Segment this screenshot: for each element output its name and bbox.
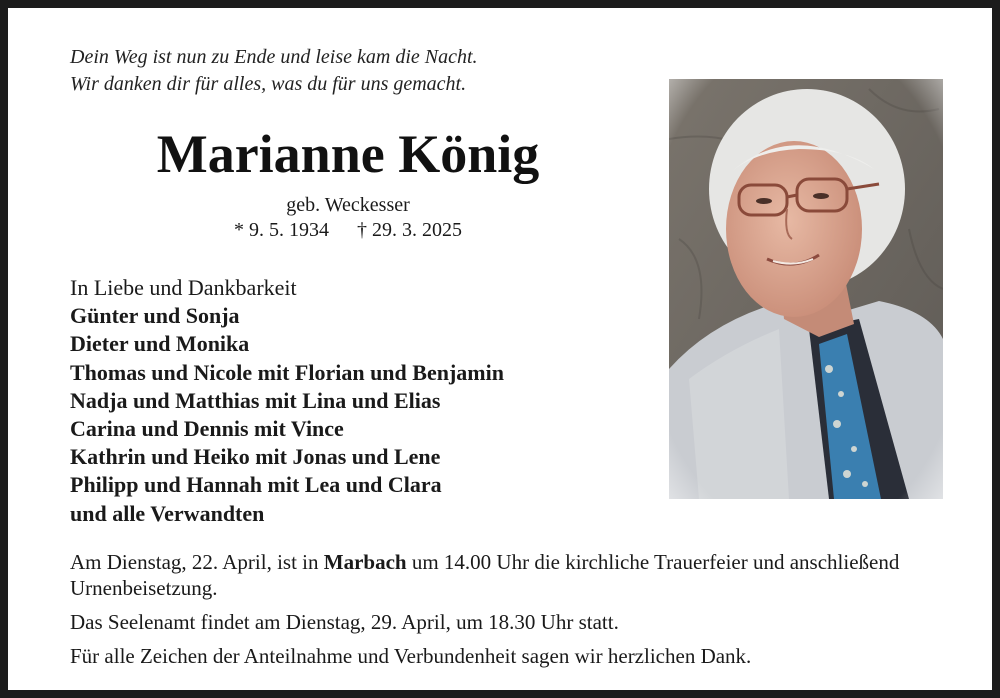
- funeral-info: [70, 549, 960, 601]
- birth-name: geb. Weckesser: [286, 194, 410, 216]
- poem-line-1: Dein Weg ist nun zu Ende und leise kam die Nacht.: [70, 46, 478, 68]
- funeral-info-text-end: um 14.00 Uhr die kirchliche Trauerfeier und anschließend Urnenbeisetzung.: [70, 550, 900, 600]
- portrait-photo: [669, 79, 943, 499]
- mourner-family: Günter und Sonja: [70, 303, 240, 329]
- mourner-family: Dieter und Monika: [70, 331, 250, 357]
- mourner-family: und alle Verwandten: [70, 500, 265, 526]
- life-dates: [98, 218, 598, 242]
- poem: [70, 44, 478, 98]
- birth-date: * 9. 5. 1934: [234, 219, 329, 241]
- funeral-notice: [70, 549, 960, 677]
- mourner-family: Philipp und Hannah mit Lea und Clara: [70, 472, 442, 498]
- mourners-list: [70, 274, 504, 528]
- mourner-family: Kathrin und Heiko mit Jonas und Lene: [70, 444, 441, 470]
- death-date: † 29. 3. 2025: [357, 219, 462, 241]
- mourners-intro: In Liebe und Dankbarkeit: [70, 275, 297, 300]
- thanks-note: Für alle Zeichen der Anteilnahme und Verbundenheit sagen wir herzlichen Dank.: [70, 644, 752, 668]
- requiem-info: Das Seelenamt findet am Dienstag, 29. April, um 18.30 Uhr statt.: [70, 610, 619, 634]
- mourner-family: Thomas und Nicole mit Florian und Benjamin: [70, 359, 504, 385]
- mourner-family: Nadja und Matthias mit Lina und Elias: [70, 387, 441, 413]
- deceased-name: Marianne König: [156, 124, 540, 184]
- poem-line-2: Wir danken dir für alles, was du für uns gemacht.: [70, 73, 467, 95]
- funeral-info-text: Am Dienstag, 22. April, ist in: [70, 550, 324, 574]
- mourner-family: Carina und Dennis mit Vince: [70, 416, 344, 442]
- funeral-place: Marbach: [323, 550, 407, 574]
